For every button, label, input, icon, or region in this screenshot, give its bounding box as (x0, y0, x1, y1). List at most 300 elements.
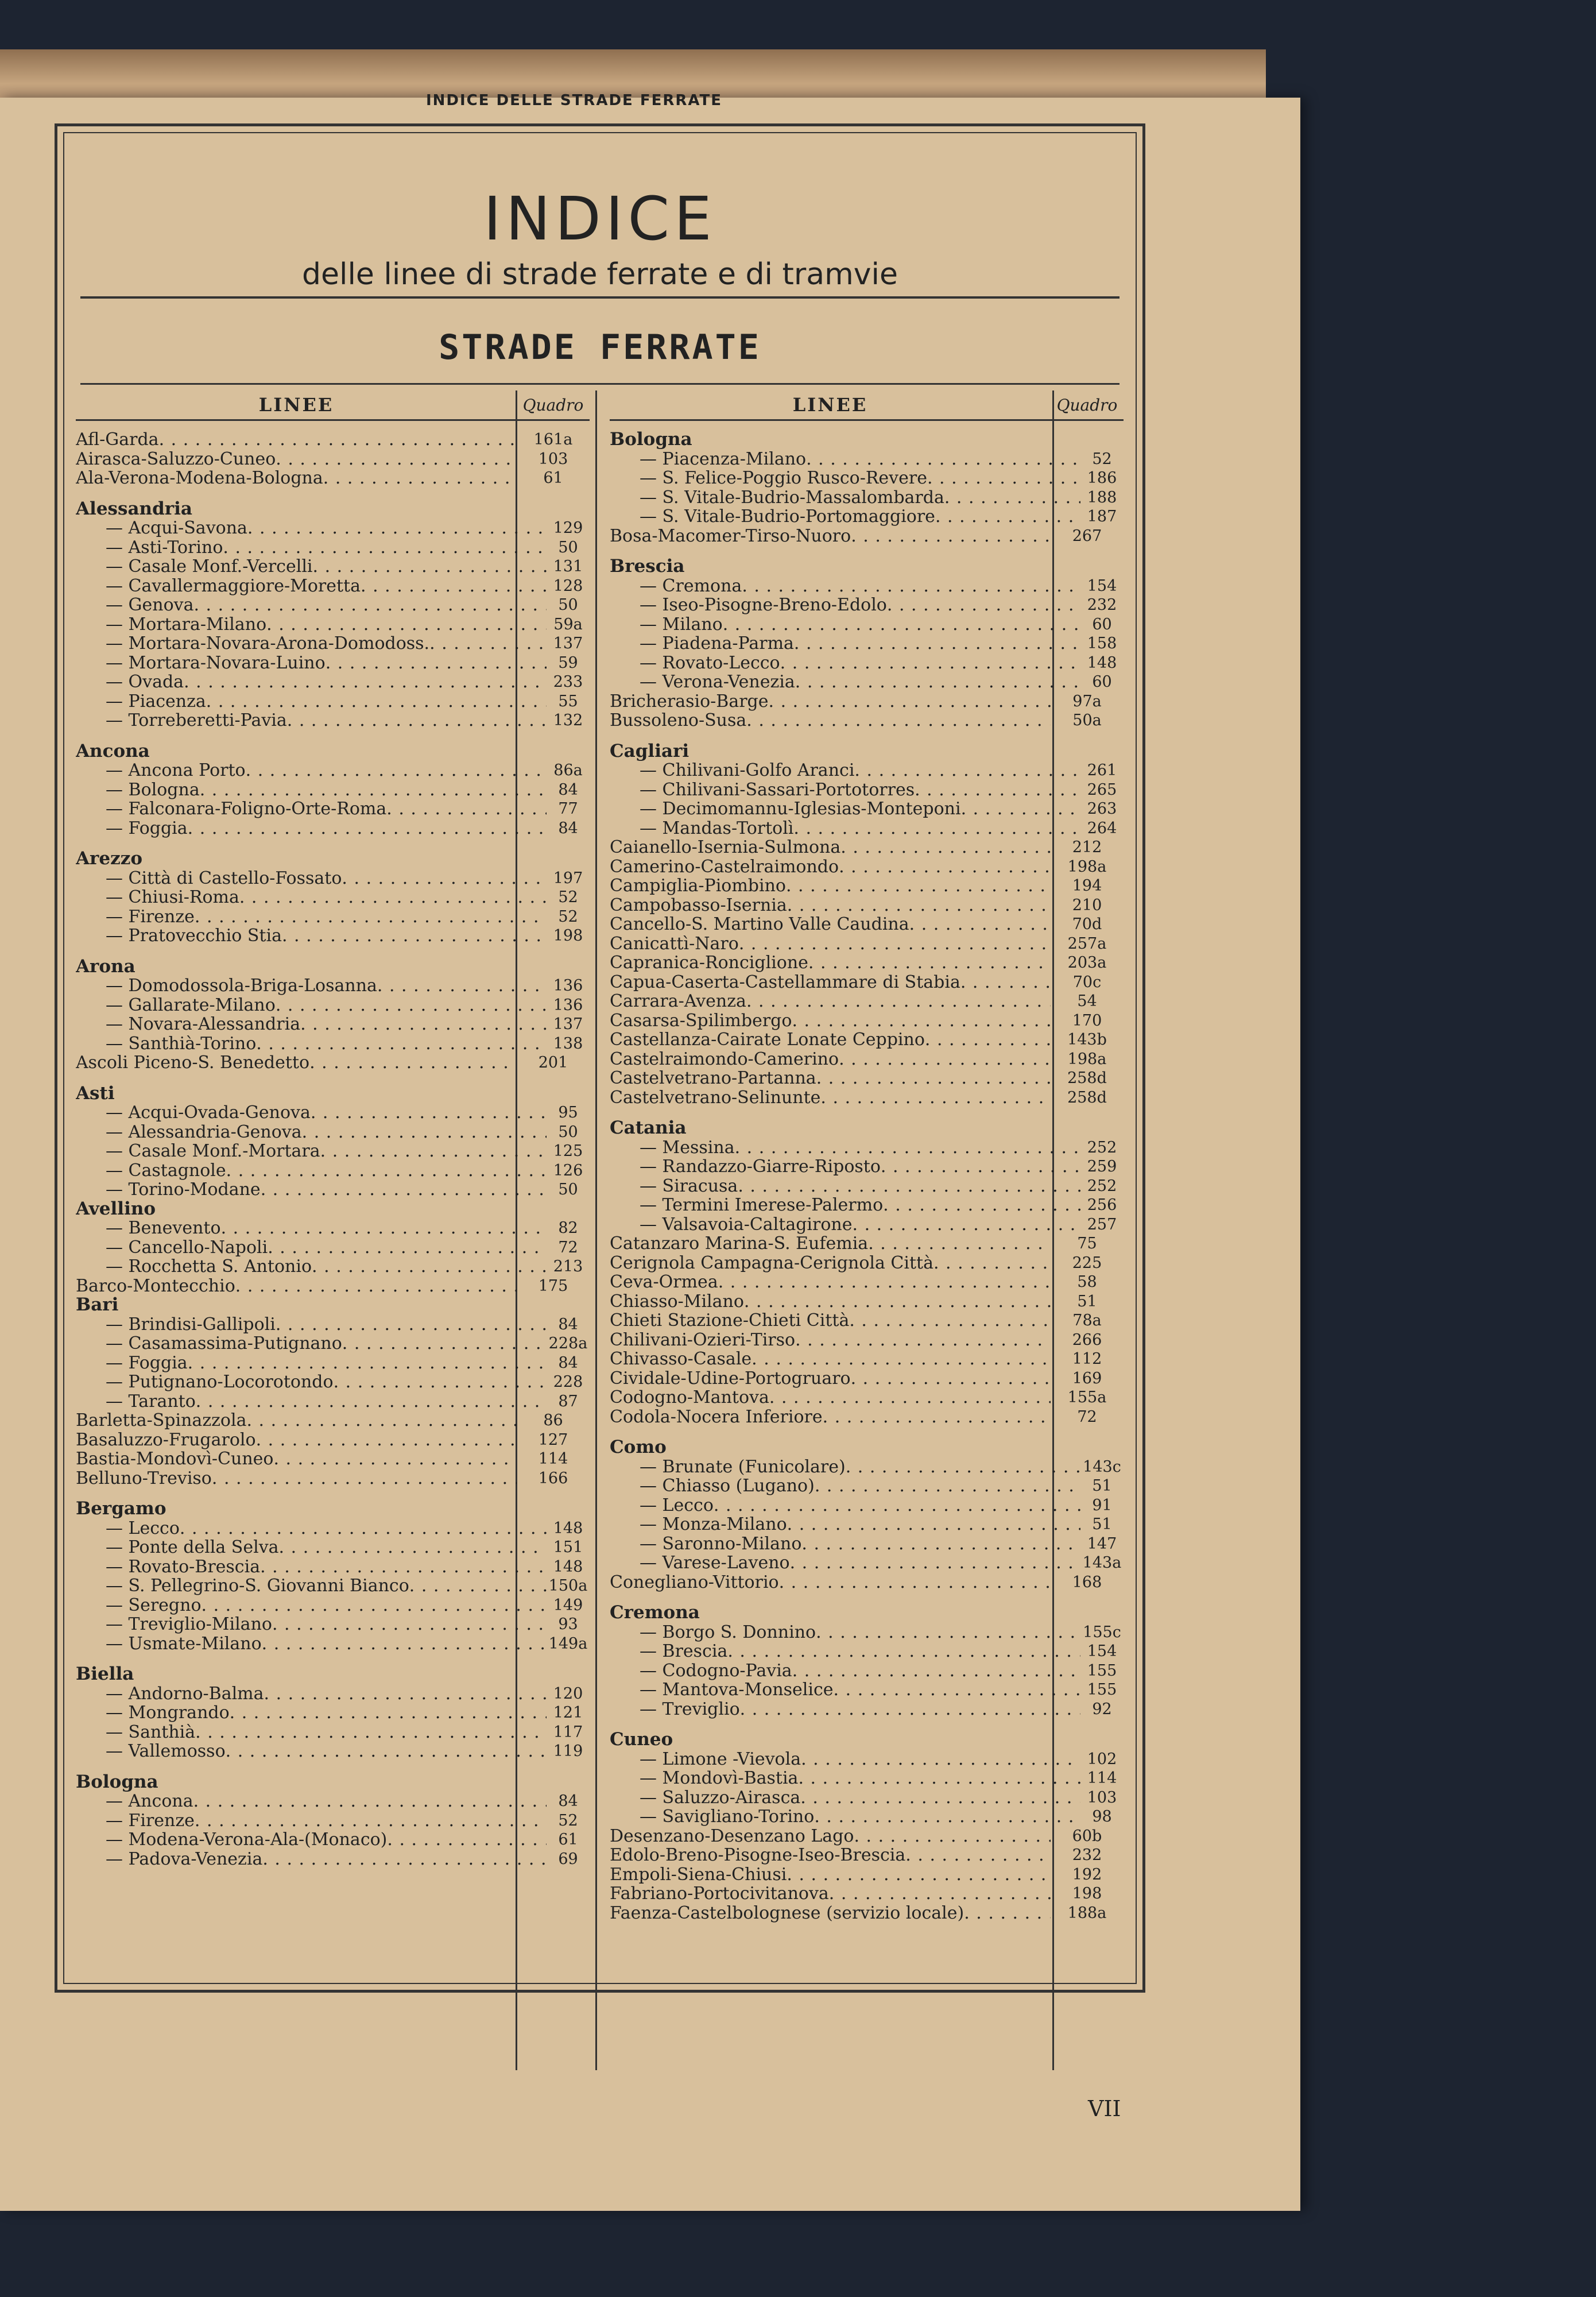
index-entry (610, 1234, 1124, 1254)
entry-line (610, 1349, 1051, 1368)
quadro-number: 70d (1072, 915, 1102, 934)
entry-text: — Brindisi-Gallipoli (106, 1314, 276, 1334)
entry-line (610, 1496, 1080, 1515)
entry-text: — S. Pellegrino-S. Giovanni Bianco (106, 1576, 409, 1596)
entry-text: — Foggia (106, 1353, 188, 1372)
quadro-number: 187 (1087, 508, 1117, 526)
section-title: STRADE FERRATE (439, 327, 761, 368)
index-entry (76, 450, 590, 469)
quadro-number: 264 (1087, 819, 1117, 837)
quadro-number: 148 (553, 1557, 583, 1576)
quadro-number: 75 (1077, 1235, 1097, 1253)
entry-line (610, 992, 1051, 1011)
quadro-number: 103 (538, 450, 568, 468)
entry-line (76, 450, 517, 469)
quadro-number: 50 (558, 1123, 578, 1141)
leader-dots (256, 1034, 547, 1053)
entry-text: — Genova (106, 595, 194, 615)
entry-text: — Mantova-Monselice (640, 1680, 834, 1700)
entry-line (76, 1142, 547, 1161)
entry-text: Caianello-Isernia-Sulmona (610, 838, 841, 857)
index-entry (76, 711, 590, 730)
entry-text: Empoli-Siena-Chiusi (610, 1865, 787, 1884)
entry-line (76, 1850, 547, 1869)
index-entry (610, 1807, 1124, 1827)
entry-line (610, 1331, 1051, 1349)
leader-dots (206, 692, 547, 711)
leader-dots (814, 1807, 1080, 1826)
quadro-number: 112 (1072, 1350, 1102, 1368)
quadro-number: 169 (1072, 1369, 1102, 1387)
column-header-linee: LINEE (258, 394, 334, 416)
leader-dots (212, 1469, 517, 1488)
entry-line (610, 1138, 1080, 1157)
leader-dots (323, 469, 517, 488)
entry-text: — Rocchetta S. Antonio (106, 1257, 312, 1277)
entry-text: — Chilivani-Golfo Aranci (640, 761, 855, 780)
row-spacer (610, 1592, 1124, 1603)
entry-line (76, 519, 547, 537)
entry-line (76, 615, 547, 634)
entry-text: Arona (76, 957, 135, 976)
index-entry (610, 1680, 1124, 1700)
leader-dots (239, 888, 547, 907)
index-entry (610, 1254, 1124, 1273)
index-entry (76, 1811, 590, 1831)
index-entry (76, 996, 590, 1015)
entry-text: — Mondovì-Bastia (640, 1769, 799, 1788)
leader-dots (868, 1234, 1051, 1253)
entry-line (76, 849, 517, 868)
quadro-number: 59 (558, 653, 578, 672)
entry-line (76, 1615, 547, 1634)
entry-text: — Modena-Verona-Ala-(Monaco) (106, 1830, 388, 1850)
entry-line (610, 1904, 1051, 1923)
entry-text: — S. Vitale-Budrio-Portomaggiore (640, 507, 935, 527)
index-entry (76, 672, 590, 692)
index-entry (610, 896, 1124, 915)
quadro-number: 86 (543, 1412, 563, 1430)
leader-dots (801, 1534, 1080, 1553)
index-entry (76, 1742, 590, 1761)
leader-dots (849, 1311, 1051, 1330)
index-entry (610, 857, 1124, 877)
entry-text: Castelraimondo-Camerino (610, 1049, 839, 1069)
leader-dots (787, 1515, 1080, 1534)
entry-line (76, 1596, 547, 1615)
quadro-number: 132 (553, 711, 583, 730)
entry-text: Ascoli Piceno-S. Benedetto (76, 1053, 310, 1073)
leader-dots (300, 1015, 547, 1034)
index-entry (610, 1553, 1124, 1573)
quadro-number: 258d (1067, 1069, 1107, 1088)
row-spacer (76, 946, 590, 957)
row-spacer (610, 1107, 1124, 1119)
leader-dots (264, 1684, 547, 1703)
index-entry (610, 1884, 1124, 1904)
entry-text: Catania (610, 1119, 687, 1138)
entry-line (76, 1557, 547, 1576)
entry-text: — Chilivani-Sassari-Portotorres (640, 780, 915, 799)
entry-line (76, 1257, 547, 1276)
entry-text: Brescia (610, 557, 685, 577)
index-entry (76, 653, 590, 673)
quadro-number: 84 (558, 1354, 578, 1372)
entry-line (76, 1123, 547, 1142)
entry-text: Barco-Montecchio (76, 1276, 235, 1296)
entry-text: — Gallarate-Milano (106, 995, 276, 1015)
index-entry (76, 1830, 590, 1850)
entry-line (610, 761, 1080, 780)
index-column-right (610, 390, 1124, 1984)
leader-dots (792, 1661, 1080, 1680)
leader-dots (933, 1254, 1051, 1273)
quadro-number: 50a (1072, 711, 1102, 730)
index-entry (610, 780, 1124, 800)
leader-dots (746, 711, 1051, 730)
index-group-heading (76, 742, 590, 761)
entry-text: Codola-Nocera Inferiore (610, 1407, 823, 1426)
entry-line (610, 1700, 1080, 1719)
quadro-number: 137 (553, 635, 583, 653)
quadro-number: 78a (1072, 1312, 1102, 1330)
index-group-heading (610, 557, 1124, 577)
quadro-number: 188a (1067, 1904, 1107, 1922)
quadro-number: 84 (558, 1315, 578, 1333)
entry-text: Edolo-Breno-Pisogne-Iseo-Brescia (610, 1846, 906, 1865)
leader-dots (964, 1904, 1051, 1923)
quadro-number: 148 (553, 1519, 583, 1537)
entry-text: — Mortara-Novara-Arona-Domodoss. (106, 634, 430, 653)
index-entry (610, 1865, 1124, 1885)
quadro-number: 257 (1087, 1215, 1117, 1233)
leader-dots (196, 1392, 547, 1411)
entry-line (76, 996, 547, 1015)
index-entry (610, 527, 1124, 546)
leader-dots (801, 1750, 1080, 1769)
entry-line (610, 1196, 1080, 1215)
quadro-number: 198 (553, 927, 583, 945)
entry-line (76, 1830, 547, 1849)
leader-dots (790, 1553, 1080, 1572)
quadro-number: 266 (1072, 1331, 1102, 1349)
index-entry (76, 869, 590, 888)
index-entry (610, 992, 1124, 1011)
entry-text: — Pratovecchio Stia (106, 926, 282, 946)
entry-text: — Bologna (106, 780, 200, 799)
entry-text: — Piadena-Parma (640, 634, 794, 653)
entry-text: — Cavallermaggiore-Moretta (106, 576, 361, 595)
entry-line (610, 799, 1080, 818)
quadro-number: 92 (1092, 1700, 1112, 1718)
index-group-heading (610, 1438, 1124, 1457)
entry-text: — Rovato-Brescia (106, 1557, 261, 1576)
leader-dots (744, 1292, 1051, 1311)
entry-line (610, 557, 1051, 576)
entry-text: Cagliari (610, 741, 689, 761)
leader-dots (287, 711, 547, 730)
entry-text: Fabriano-Portocivitanova (610, 1884, 829, 1904)
quadro-number: 265 (1087, 780, 1117, 799)
quadro-number: 197 (553, 869, 583, 887)
leader-dots (342, 869, 547, 888)
leader-dots (800, 1788, 1080, 1807)
entry-line (610, 634, 1080, 653)
entry-text: Biella (76, 1665, 134, 1684)
index-entry (610, 672, 1124, 692)
leader-dots (266, 615, 547, 634)
index-entry (610, 577, 1124, 596)
entry-text: Cerignola Campagna-Cerignola Città (610, 1253, 933, 1273)
entry-text: — Treviglio-Milano (106, 1615, 272, 1634)
index-entry (76, 1723, 590, 1742)
entry-text: — Asti-Torino (106, 537, 223, 557)
entry-text: — Borgo S. Donnino (640, 1622, 816, 1642)
index-entry (610, 761, 1124, 780)
quadro-number: 201 (538, 1054, 568, 1072)
leader-dots (195, 1723, 547, 1742)
leader-dots (820, 1088, 1051, 1107)
entry-text: — Limone -Vievola (640, 1749, 801, 1769)
entry-text: Chieti Stazione-Chieti Città (610, 1311, 850, 1331)
entry-text: — Vallemosso (106, 1742, 226, 1761)
entry-line (610, 577, 1080, 595)
quadro-number: 126 (553, 1161, 583, 1180)
quadro-number: 69 (558, 1850, 578, 1868)
quadro-number: 151 (553, 1538, 583, 1557)
entry-text: — Iseo-Pisogne-Breno-Edolo (640, 595, 887, 615)
column-header (610, 390, 1124, 421)
index-entry (76, 976, 590, 996)
entry-text: Conegliano-Vittorio (610, 1572, 779, 1592)
entry-line (610, 1457, 1080, 1476)
entry-line (76, 1200, 517, 1219)
entry-line (76, 1576, 547, 1595)
index-entry (610, 838, 1124, 857)
entry-line (76, 1392, 547, 1411)
quadro-number: 51 (1092, 1515, 1112, 1534)
index-entry (610, 1573, 1124, 1592)
quadro-number: 114 (538, 1450, 568, 1468)
leader-dots (342, 1334, 547, 1353)
index-entry (610, 915, 1124, 934)
leader-dots (834, 1680, 1080, 1699)
entry-line (610, 1603, 1051, 1622)
entry-text: — Acqui-Ovada-Genova (106, 1103, 311, 1123)
leader-dots (159, 430, 517, 449)
index-entry (76, 1315, 590, 1335)
index-entry (76, 1596, 590, 1615)
quadro-number: 97a (1072, 692, 1102, 710)
index-group-heading (610, 1730, 1124, 1750)
leader-dots (794, 634, 1080, 653)
index-entry (610, 1476, 1124, 1496)
entry-line (76, 1354, 547, 1372)
quadro-number: 258d (1067, 1088, 1107, 1107)
quadro-number: 143b (1067, 1031, 1107, 1049)
leader-dots (235, 1277, 517, 1296)
quadro-number: 138 (553, 1034, 583, 1053)
quadro-number: 70c (1072, 973, 1102, 991)
index-entry (76, 538, 590, 558)
leader-dots (925, 1030, 1051, 1049)
entry-text: — Brunate (Funicolare) (640, 1457, 846, 1476)
leader-dots (195, 907, 547, 926)
index-entry (76, 1180, 590, 1200)
entry-text: — Ponte della Selva (106, 1538, 279, 1557)
entry-line (76, 1773, 517, 1792)
leader-dots (279, 1538, 547, 1557)
entry-text: — Cremona (640, 576, 742, 595)
entry-line (610, 1119, 1051, 1138)
entry-text: Bosa-Macomer-Tirso-Nuoro (610, 526, 851, 546)
index-group-heading (76, 500, 590, 519)
index-entry (610, 1088, 1124, 1108)
index-entry (610, 1623, 1124, 1642)
entry-text: — Mongrando (106, 1703, 230, 1723)
entry-text: — Mandas-Tortolì (640, 818, 794, 838)
leader-dots (326, 653, 547, 672)
entry-text: Cuneo (610, 1730, 673, 1750)
leader-dots (246, 1411, 517, 1430)
quadro-number: 50 (558, 596, 578, 614)
index-entry (610, 711, 1124, 730)
entry-text: — Verona-Venezia (640, 672, 795, 692)
quadro-number: 77 (558, 800, 578, 818)
leader-dots (839, 857, 1051, 876)
leader-dots (268, 1238, 547, 1257)
index-entry (76, 761, 590, 780)
leader-dots (808, 953, 1051, 972)
quadro-number: 87 (558, 1392, 578, 1410)
leader-dots (881, 1157, 1080, 1176)
section-rule (80, 383, 1119, 385)
entry-text: — Ancona Porto (106, 761, 246, 780)
index-entry (76, 1257, 590, 1277)
index-entry (76, 615, 590, 635)
quadro-number: 119 (553, 1742, 583, 1761)
entry-line (610, 653, 1080, 672)
index-group-heading (76, 1665, 590, 1684)
leader-dots (960, 973, 1051, 992)
quadro-number: 259 (1087, 1158, 1117, 1176)
quadro-number: 149 (553, 1596, 583, 1614)
leader-dots (193, 595, 547, 614)
entry-line (76, 430, 517, 449)
entry-text: Arezzo (76, 849, 142, 869)
entry-line (76, 1538, 547, 1557)
entry-line (76, 799, 547, 818)
entry-text: — S. Vitale-Budrio-Massalombarda (640, 488, 944, 507)
row-spacer (76, 1761, 590, 1773)
quadro-number: 82 (558, 1219, 578, 1238)
index-group-heading (76, 849, 590, 869)
index-entry (610, 1846, 1124, 1865)
leader-dots (361, 577, 547, 595)
entry-text: Avellino (76, 1199, 156, 1219)
index-entry (610, 488, 1124, 508)
entry-line (76, 1411, 517, 1430)
quadro-number: 84 (558, 1792, 578, 1811)
entry-line (76, 1684, 547, 1703)
entry-line (76, 595, 547, 614)
entry-text: Bologna (76, 1772, 158, 1792)
index-entry (610, 692, 1124, 711)
entry-line (610, 1388, 1051, 1407)
entry-text: Ancona (76, 741, 150, 761)
leader-dots (262, 1634, 547, 1653)
entry-line (76, 672, 547, 691)
quadro-number: 256 (1087, 1196, 1117, 1215)
quadro-number: 203a (1067, 954, 1107, 972)
entry-line (610, 1311, 1051, 1330)
leader-dots (851, 527, 1051, 546)
entry-text: — Santhià (106, 1722, 196, 1742)
leader-dots (961, 799, 1080, 818)
index-entry (76, 519, 590, 538)
entry-line (76, 819, 547, 838)
index-entry (610, 973, 1124, 992)
index-entry (610, 1138, 1124, 1158)
entry-line (610, 876, 1051, 895)
entry-text: Bergamo (76, 1499, 166, 1519)
entry-line (610, 1438, 1051, 1457)
leader-dots (829, 1884, 1051, 1903)
leader-dots (226, 1161, 547, 1180)
index-entry (76, 1411, 590, 1430)
entry-text: — Città di Castello-Fossato (106, 868, 342, 888)
entry-line (610, 1292, 1051, 1311)
index-entry (76, 819, 590, 838)
title-rule (80, 296, 1119, 299)
entry-line (76, 1315, 547, 1334)
entry-text: Campiglia-Piombino (610, 876, 786, 896)
leader-dots (202, 1596, 547, 1615)
index-entry (76, 430, 590, 450)
entry-line (610, 742, 1051, 761)
index-group-heading (76, 1296, 590, 1315)
leader-dots (320, 1142, 547, 1161)
entry-line (610, 1623, 1080, 1642)
page-title: INDICE (483, 184, 716, 254)
leader-dots (276, 996, 547, 1015)
row-spacer (76, 730, 590, 742)
quadro-number: 50 (558, 1181, 578, 1199)
entry-text: Chivasso-Casale (610, 1349, 752, 1369)
entry-line (610, 507, 1080, 526)
quadro-number: 155a (1067, 1389, 1107, 1407)
entry-line (76, 692, 547, 711)
entry-line (610, 1846, 1051, 1865)
entry-text: — Mortara-Milano (106, 614, 267, 634)
quadro-number: 232 (1072, 1846, 1102, 1865)
leader-dots (905, 1846, 1051, 1865)
leader-dots (795, 672, 1080, 691)
index-entry (76, 1469, 590, 1488)
index-entry (610, 1700, 1124, 1719)
entry-text: — Messina (640, 1138, 735, 1157)
index-entry (76, 1576, 590, 1596)
quadro-number: 127 (538, 1430, 568, 1449)
entry-line (76, 557, 547, 576)
index-entry (76, 1850, 590, 1869)
quadro-number: 150a (548, 1577, 588, 1595)
entry-text: — Torreberetti-Pavia (106, 711, 287, 730)
quadro-number: 225 (1072, 1254, 1102, 1272)
entry-text: — Firenze (106, 1811, 195, 1830)
entry-line (76, 711, 547, 730)
leader-dots (738, 1177, 1080, 1196)
